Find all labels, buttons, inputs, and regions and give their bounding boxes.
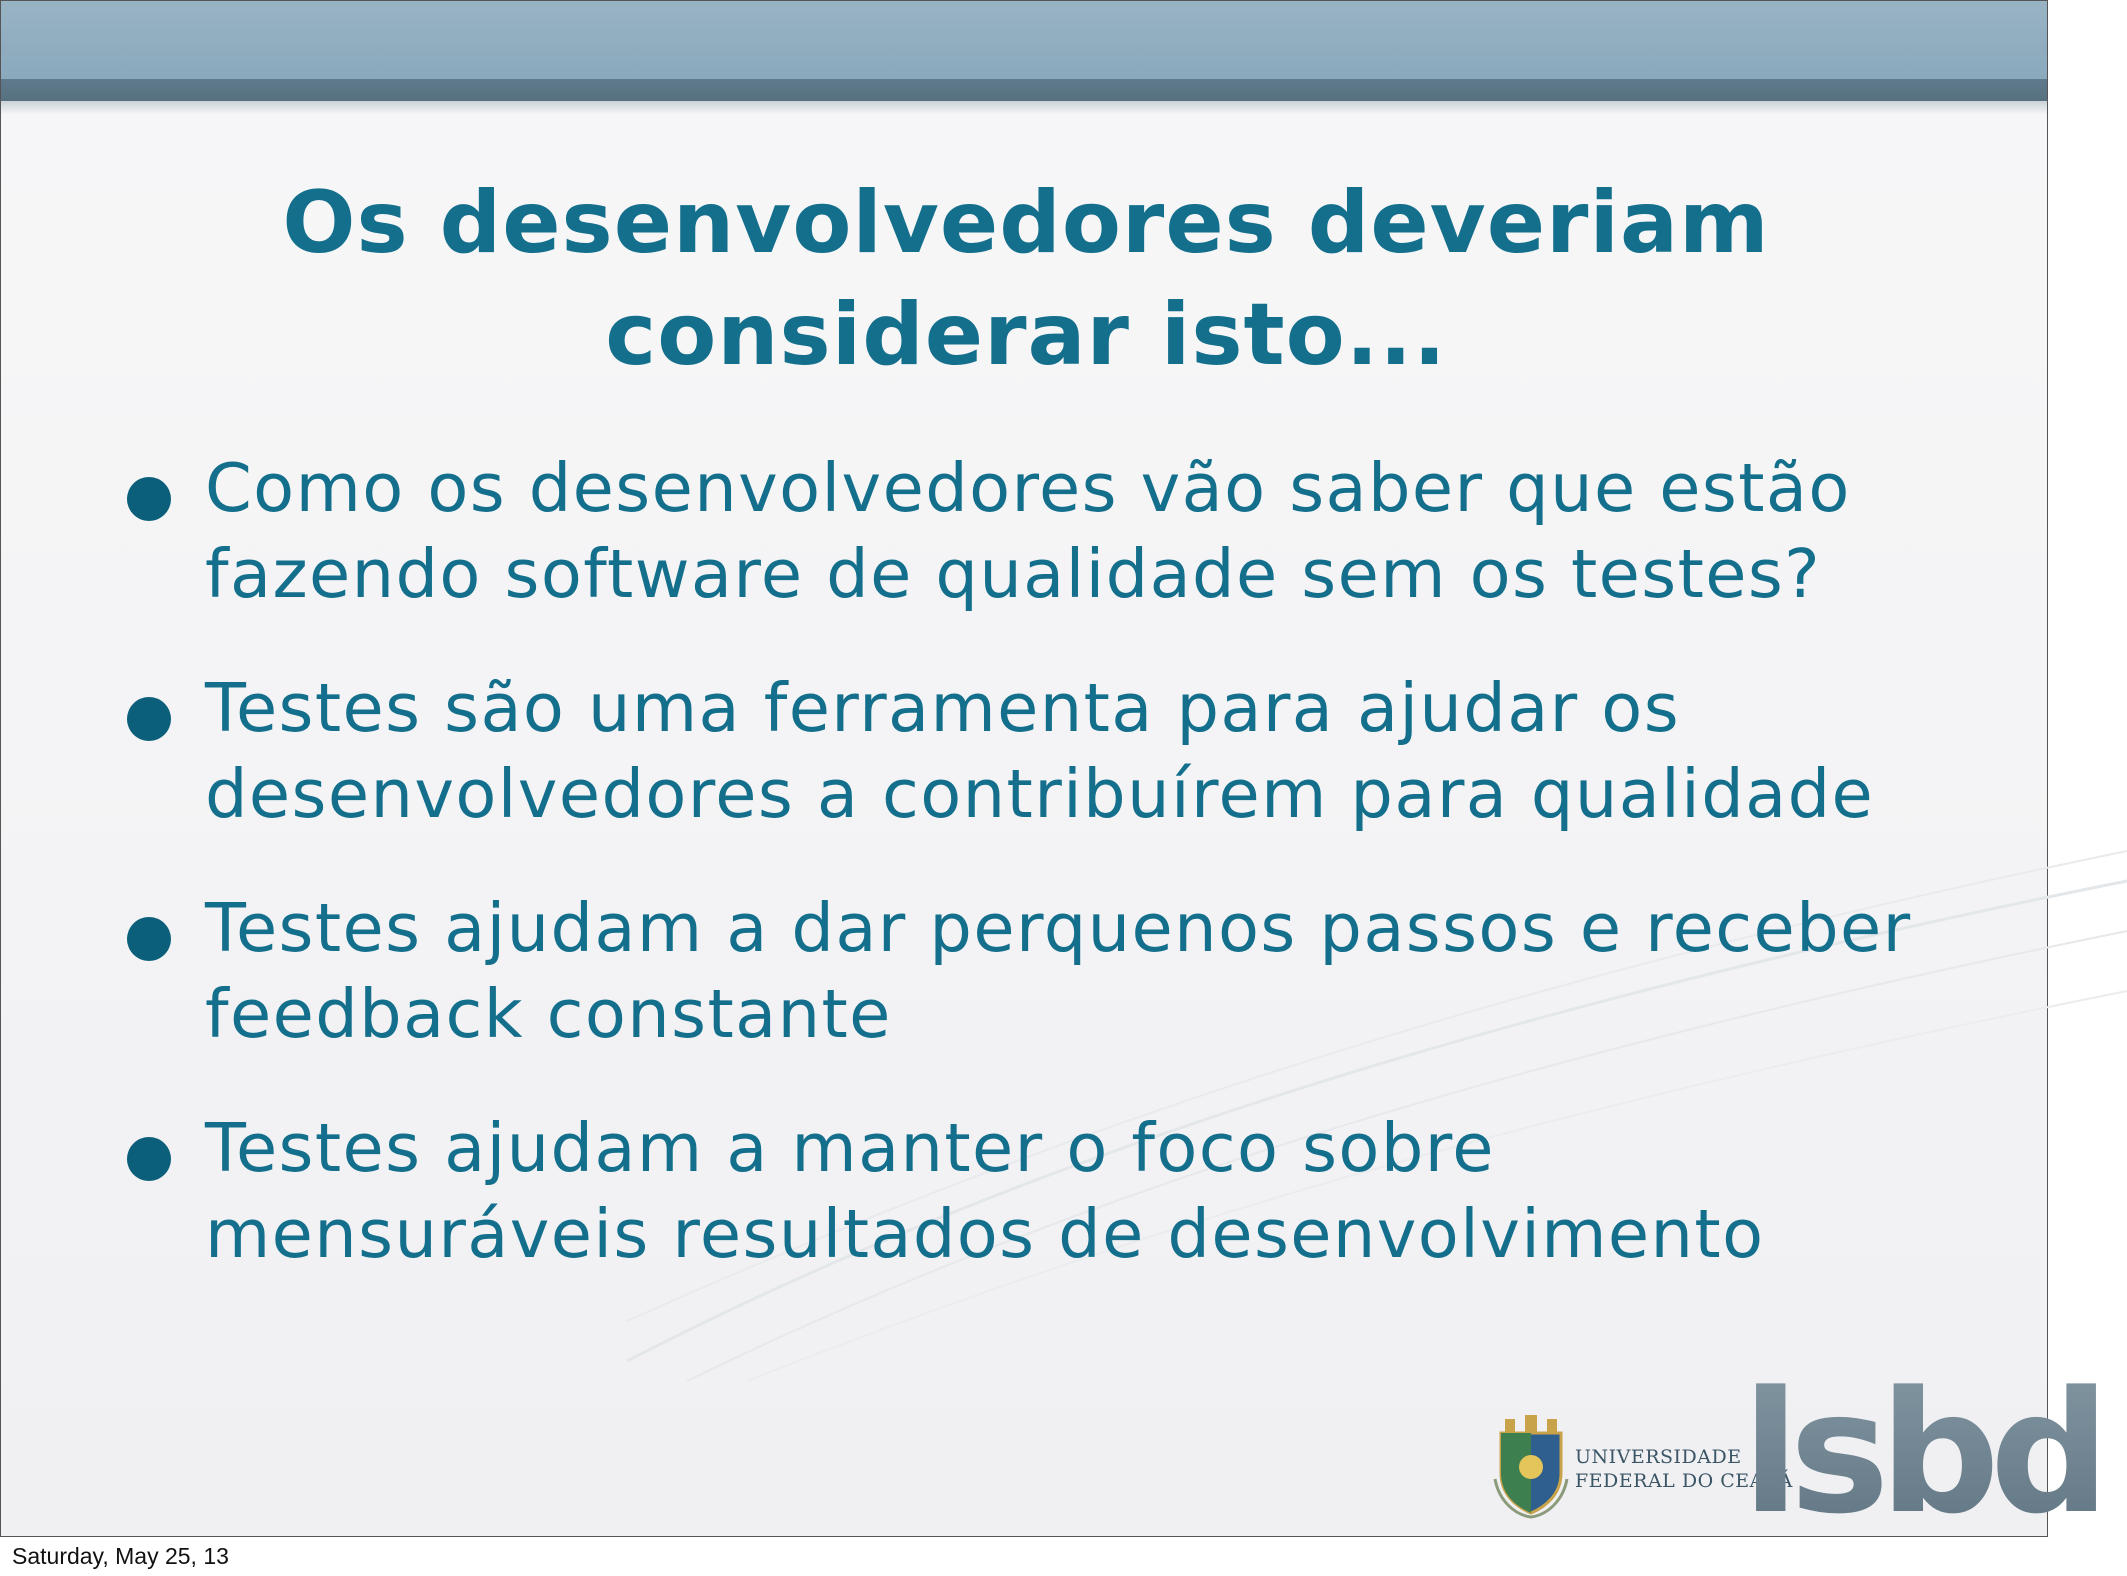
bullet-item [121,445,1941,617]
slide-title: Os desenvolvedores deveriam considerar isto... [282,173,1770,385]
ufc-logo [1491,1409,1793,1519]
ufc-name-line1: UNIVERSIDADE [1575,1446,1742,1468]
bullet-text: Testes ajudam a dar perquenos passos e receber feedback constante [205,889,1912,1053]
bullet-dot-icon [127,697,171,741]
header-band [1,1,2047,79]
bullet-text: Como os desenvolvedores vão saber que estão fazendo software de qualidade sem os testes? [205,449,1851,613]
header-stripe [1,79,2047,101]
bullet-dot-icon [127,917,171,961]
bullet-text: Testes são uma ferramenta para ajudar os desenvolvedores a contribuírem para qualidade [205,669,1875,833]
lsbd-logo [1741,1355,2101,1551]
bullet-dot-icon [127,1137,171,1181]
bullet-item [121,665,1941,837]
ufc-crest-icon [1491,1409,1571,1519]
ufc-name-line2: FEDERAL DO CEARÁ [1575,1470,1793,1492]
lsbd-logo-text: lsbd [1741,1355,2101,1551]
bullet-text: Testes ajudam a manter o foco sobre mensuráveis resultados de desenvolvimento [205,1109,1765,1273]
bullet-list [121,445,1941,1325]
bullet-item [121,885,1941,1057]
footer-date: Saturday, May 25, 13 [12,1543,229,1569]
header-shadow [1,101,2047,115]
bullet-item [121,1105,1941,1277]
bullet-dot-icon [127,477,171,521]
